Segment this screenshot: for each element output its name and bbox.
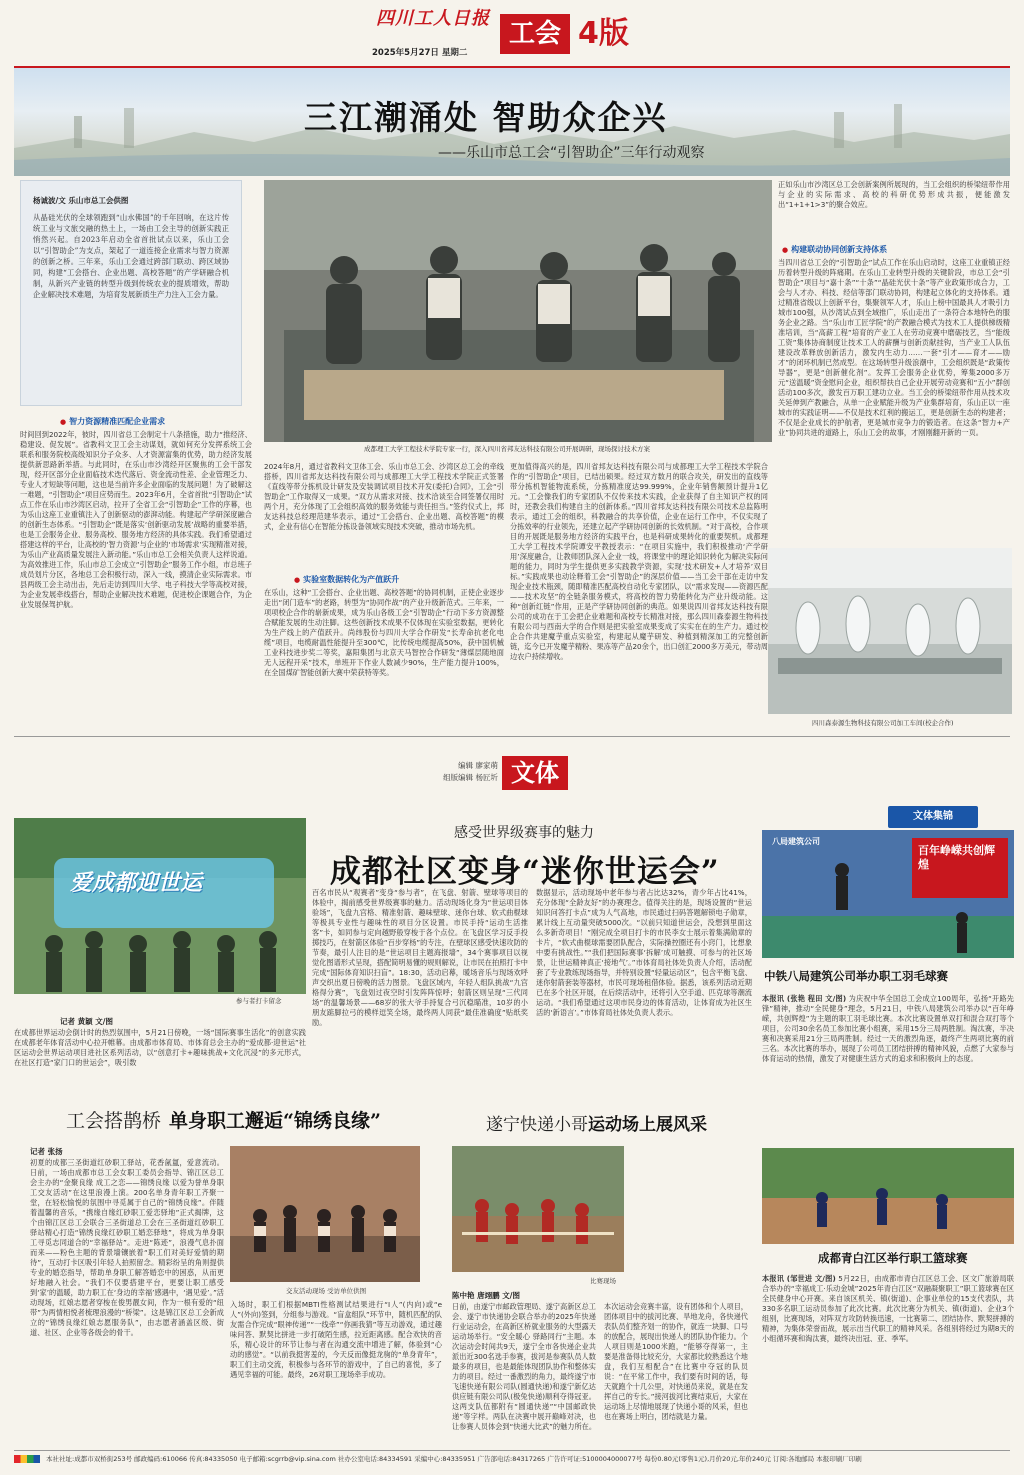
culture-text-2: 百名市民从“观赛者”变身“参与者”，在飞盘、射箭、壁球等项目的体验中，揭前感受世界级赛事的魅力。活动现场化身为“世运项目体验场”，飞盘九宫格、精准射箭、趣味壁球、迷你台球、软式曲棍球等极具专业性与趣味性的项目分区设置。市民手持“运动生活推客”卡，如同参与定向越野般穿梭于各个点位。在飞盘区学习反手投掷技巧，在射箭区体验“百步穿杨”的专注，在壁球区感受快速攻防的节奏，最引人注目的是“世运项目主题海报墙”，34个赛事项目以视觉化图谱形式呈现，搭配简明易懂的规则解说，让市民在拍照打卡中完成“国际体育知识扫盲”。18:30，活动启幕，暖场音乐与现场欢呼声交织出夏日傍晚的活力图景。飞盘区域内，年轻人组队挑战“九宫格得分赛”，飞盘划过夜空时引发阵阵惊呼；射箭区则呈现“三代同场”的温馨场景——68岁的张大爷手持复合弓沉稳瞄准，10岁的小朋友踮脚拉弓的模样逗笑全场，最终两人同获“最佳准确度”贴纸奖励。: [312, 888, 528, 1027]
basketball-photo: [762, 1148, 1014, 1244]
culture-section-label: 文体: [502, 756, 568, 790]
dating-photo-caption: 交友活动现场 受访单位供图: [286, 1287, 367, 1295]
badminton-text: [762, 994, 1014, 1144]
lead-subhead-1: ● 智力资源精准匹配企业需求: [60, 416, 165, 427]
masthead-date: 2025年5月27日 星期二: [372, 48, 468, 58]
culture-text-3: 数据显示，活动现场中老年参与者占比达32%，青少年占比41%，充分体现“全龄友好”的办赛理念。值得关注的是，现场设置的“世运知识问答打卡点”成为人气高地，市民通过扫码答题解锁电子勋章，累计线上互动量突破5000次。“以前只知道世运会，没想到里面这么多新奇项目！”刚完成全项目打卡的市民李女士展示着集满勋章的卡片，“软式曲棍球需要团队配合，实际操控圈还有小窍门，比想象中要有挑战性。”“我们把国际赛事‘拆解’成可触摸、可参与的社区场景，让世运精神真正‘接地气’。”市体育局社体处负责人介绍，活动配套了专业教练现场指导，并特别设置“轻量运动区”，包含平衡飞盘、迷你射箭套装等器材，市民可现场租借体验。据悉，该系列活动近期已在多个社区开展，在后续活动中，还将引入空手道、匹克球等潮流运动。“我们希望通过这项市民身边的体育活动，让体育成为社区生活的‘新语言’。”市体育局社体处负责人表示。: [536, 888, 752, 1017]
dating-photo: [230, 1146, 420, 1282]
badminton-title: 中铁八局建筑公司举办职工羽毛球赛: [764, 969, 948, 983]
culture-photo-sign: 爱成都迎世运: [70, 871, 203, 896]
lead-photo-caption: 成都理工大学工程技术学院专家一行，深入四川省邦友达科技有限公司开展调研，现场探讨技术方案: [364, 445, 650, 453]
lead-subhead-2: ● 实验室数据转化为产值跃升: [294, 574, 399, 585]
lead-col4-text: 当四川省总工会的“引智助企”试点工作在乐山启动时，这座工业重镇正经历着转型升级的阵痛期。在乐山工业转型升级的关键阶段，市总工会“引智助企”项目与“嘉十条”“十条”“晶硅光伏十条”等产业政策形成合力，工会与人才办、科技、经信等部门联动协同，构建起立体化的支持体系。通过精准省级以上创新平台，集聚领军人才，乐山上榜中国最具人才吸引力城市100强，从沙湾试点到全域推广，乐山走出了一条符合本地特色的服务企业之路。当“乐山市工匠学院”的产教融合模式为技术工人提供梯级精准培训，当“高薪工程”培育的产业工人在劳动竞赛中磨砺技艺，当“能级工资”集体协商制度让技术工人的薪酬与创新贡献挂钩，当产业工人队伍建设改革释放创新活力，激发内生动力……一套“引才——育才——励才”的闭环机制已然成型。在这场转型升级浪潮中，工会组织既是“政策传导器”，更是“创新催化剂”。发挥工会服务企业优势，筹集2000多万元“送温暖”资金慰问企业，组织帮扶自己企业开展劳动竞赛和“五小”群创活动100多次，激发百万职工建功立业。当工会的桥梁纽带作用从技术攻关延伸到产教融合，从单一企业赋能升级为产业集群培育，乐山正以一座城市的实践证明——不仅是技术红利的搬运工，更是创新生态的构建者；不仅是企业成长的护航者，更是城市竞争力的锻造者。在这条“智力+产业”协同共进的道路上，乐山工会的故事，才刚刚翻开新的一页。: [778, 258, 1010, 437]
culture-top-rule: [14, 736, 1010, 737]
collection-tag-label: 文体集锦: [913, 811, 953, 822]
courier-photo-caption: 比赛现场: [590, 1277, 616, 1285]
lead-byline: 杨诚波/文 乐山市总工会供图: [33, 196, 129, 205]
lead-col4-top-text: 正如乐山市沙湾区总工会创新案例所展现的，当工会组织的桥梁纽带作用与企业的实际需求、高校的科研优势形成共振，便能激发出“1+1+1>3”的聚合效应。: [778, 180, 1010, 209]
footer-info: 本社社址:成都市双桥街253号 邮政编码:610066 传真:84335050 电子邮箱:scgrrb@vip.sina.com 社办公室电话:84334591 采编中心:84335951 广告部电话:84317265 广告许可证:5100004000077号 每份0.80元(零售1元),月价20元,年价240元 订阅:各地邮局 本报印刷厂印刷: [46, 1455, 862, 1463]
basketball-body: 5月22日，由成都市青白江区总工会、区文广旅游局联合举办的“幸福成工·乐动金城”2025年青白江区“双融凝聚职工”职工篮球赛在区全民健身中心开赛。来自该区机关、镇(街道)、企事业单位的15支代表队，共330多名职工运动员参加了此次比赛。此次比赛分为机关、镇(街道)、企业3个组别，比赛现场，对阵双方攻防转换迅速，一比赛第二、团结协作、默契拼搏的精神，为集体荣誉而战，展示出当代职工的精神风采。各组别将经过为期8天的小组循环赛和淘汰赛，最终决出冠、亚、季军。: [762, 1274, 1014, 1343]
lead-banner: [14, 68, 1010, 176]
dating-title: [66, 1106, 381, 1133]
badminton-body: 为庆祝中华全国总工会成立100周年，弘扬“开路先锋”精神，推动“全民健身”理念，5月21日，中铁八局建筑公司举办以“百年峥嵘，共创辉煌”为主题的职工羽毛球比赛。本次比赛设置单双打和混合双打等个项目，公司30余名员工参加比赛小组赛，采用15分三局两胜制。淘汰赛，半决赛和决赛采用21分三局两胜制。经过一天的激烈角逐，最终产生两项比赛的前三名。本次比赛的举办，展现了公司员工团结拼搏的精神风貌，点燃了大家参与体育运动的热情，激发了对健康生活方式的追求和积极向上的态度。: [762, 994, 1014, 1063]
lead-col2b-text: 在乐山，这种“工会搭台、企业出题、高校答题”的协同机制，正使企业逐步走出“闭门造车”的老路，转型为“协同作战”的产业升级新范式。三年来，一项项校企合作的崭新成果，成为乐山各级工会“引智助企”行动下多方资源整合赋能发展的生动注脚。这些创新技术成果不仅体现在实验室数据，更转化为生产线上的产值跃升。尚纬股份与四川大学合作研发“长寿命抗老化电缆”项目，电缆耐温性能提升至300℃，比传统电缆提高50%，获中国机械工业科技进步奖二等奖，嘉阳集团与北京天马智控合作研发“薄煤层随地面无人远程开采”技术，单班开下作业人数减少90%，生产能力提升100%，在全国煤矿智能创新大赛中荣获特等奖。: [264, 588, 504, 677]
lead-intro-text: 从晶硅光伏的全球领跑到“山水佛国”的千年回响，在这片传统工业与文旅交融的热土上，一场由工会主导的创新实践正悄然兴起。自2023年启动全省首批试点以来，乐山工会以“引智助企”为支点，架起了一道连接企业需求与智力资源的创新之桥。三年来，乐山工会通过跨部门联动、跨区域协同，构建“工会搭台、企业出题、高校答题”的产学研融合机制，从新兴产业链的转型升级到传统农业的提质增效，帮助企业解决技术难题，为培育发展新质生产力注入工会力量。: [33, 213, 229, 299]
footer-bar: [14, 1450, 1010, 1466]
badminton-photo-banner: 百年峥嵘共创辉煌: [918, 844, 995, 871]
dating-text-2: 入场时，职工们根据MBTI性格测试结果进行“I人”(内向)或“e人”(外向)签到，分组参与游戏。“盲盒组队”环节中，随机匹配的队友需合作完成“眼神传递”“一线牵”“你画我猜”等互动游戏，通过趣味问答、默契比拼进一步打破陌生感，拉近距离感。配合欢快的音乐，精心设计的环节让参与者在沟通交流中增进了解，体验到“心动的感觉”。“以前我挺害羞的，今天反而像挺龙驹的“单身青年”，职工们主动交流，积极参与各环节的游戏中，了自己的喜悦，多了遇见幸福的可能。最终，26对职工现场牵手成功。: [230, 1300, 442, 1379]
factory-workers-illustration: [768, 548, 1012, 714]
masthead-logo: 四川工人日报: [376, 8, 490, 29]
outdoor-event-illustration: [14, 818, 306, 994]
tug-of-war-illustration: [452, 1146, 624, 1272]
footer-color-bar: [14, 1455, 40, 1463]
basketball-court-illustration: [762, 1148, 1014, 1244]
dating-text-1: 初夏的成都三圣街道红砂职工驿站，花香氤氲，爱意流动。日前，一场由成都市总工会女职工委员会指导、锦江区总工会主办的“金聚良缘 成工之恋——锦绣良缘 以爱为誉单身职工交友活动”在这里浪漫上演。200名单身青年职工齐聚一堂，在轻松愉悦的氛围中寻觅属于自己的“锦绣良缘”。伴随着温馨的音乐，“携缘自缘红砂职工爱恋驿地”正式揭牌，这个由锦江区总工会联合三圣街道总工会在三圣街道红砂职工驿站精心打造“锦绣良缘红砂职工婚恋驿地”，将成为单身职工寻觅志同道合的“幸福驿站”。走进“陈迹”，浪漫气息扑面而来——粉色主题的背景墙镶嵌着“职工们对美好爱情的期待”，互动打卡区吸引年轻人拍照留念。精彩纷呈的角则提供专业的婚恋指导，帮助单身职工解答婚恋中的困惑，从而更好地融入社会。“我们不仅要搭建平台，更要让职工感受到‘家’的温暖，助力职工在‘身边的幸福’感遇中，‘遇见爱’。”活动现场，红娘志愿者穿梭在俊男靓女间，作为一根有爱的“纽带”为两情相悦者梳理浪漫的“桥梁”。这是锦江区总工会新成立的“锦绣良缘红娘志愿服务队”，由志愿者涵盖区级、街道、社区、企业等各级会的骨干。: [30, 1158, 224, 1337]
courier-title: [486, 1110, 707, 1135]
dating-byline: 记者 张扬: [30, 1147, 63, 1156]
lead-col3-text: 更加值得高兴的是，四川省邦友达科技有限公司与成都理工大学工程技术学院合作的“引智助企”项目，已结出硕果。经过双方数月的联合攻关，研发出的直线等带分拣机智能物流系统，分拣精准度达99.999%，企业年销售额预计提升1亿元。“工会像我们的专家团队不仅传来技术实践，企业获得了自主知识产权的同时，还教会我们构建自主的创新体系。”四川省邦友达科技有限公司技术总监陈明表示，通过工会的组织，科教融合的共享价值，企业在运行工作中，不仅实现了分拣效率的行业领先，还建立起产学研协同创新的长效机制。“对于高校，合作项目的开展既是服务地方经济的实践平台，也是科研成果转化的重要契机。成都理工大学工程技术学院谭安平教授表示：“在项目实施中，我们积极推动‘产学研用’深度融合，让教师团队深入企业一线，将课堂中的理论知识转化为解决实际问题的能力，同时为学生提供更多实践教学资源，实现‘技术研发+人才培养’双目标。”实践成果也动诠释着工会“引智助企”的深层价值——当工会干部在走访中发现企业技术瓶颈，随即精准匹配高校自动化专家团队，以“需求发现——资源匹配——技术攻坚”的全链条服务模式，将高校的智力势能转化为产业升级动能。这种“创新红链”作用，正是产学研协同创新的典范。如果说四川省邦友达科技有限公司的成功在于工会把企业难题和高校专长精准对接，那么四川森泰源生物科技有限公司与西南大学的合作则是把实验室成果变成了实实在在的生产力。通过校企合作共建魔芋重点实验室，构建起从魔芋研发、种植到精深加工的完整创新链，迄今已开发魔芋精粉、果冻等产品20余个，出口创汇2000多万美元，带动周边农户持续增收。: [510, 462, 768, 661]
culture-photo-caption: 参与者打卡留念: [236, 997, 282, 1005]
badminton-photo: [762, 830, 1014, 958]
courier-title-a: 遂宁快递小哥: [486, 1115, 588, 1135]
lead-photo2-caption: 四川森泰源生物科技有限公司加工车间(校企合作): [812, 719, 954, 727]
lead-subtitle: ——乐山市总工会“引智助企”三年行动观察: [438, 145, 705, 161]
lead-title: 三江潮涌处 智助众企兴: [304, 98, 668, 137]
courier-text-1: 日前，由遂宁市邮政管理局、遂宁高新区总工会、遂宁市快递协会联合举办的2025年快递行业运动会，在高新区桥就业服务的大型露天运动场举行。“安全暖心 驿路同行”主题。本次运动会时间共9天，遂宁全市各快递企业共派出近300名选手参赛，拔河是参赛队员人数最多的项目，也是最能体现团队协作和整体实力的项目。经过一番激烈的角力，最终遂宁市飞速快递有限公司队(圆通快递)和遂宁新亿达供应链有限公司队(极兔快递)顺利夺得冠亚。这两支队伍都附有“圆通快递”“中国邮政快递”等字样。两队在决赛中展开巅峰对决，也让参赛人员体会到“快递大比武”的魅力所在。本次运动会竞赛丰富，设有团体和个人项目，团体项目中的拔河比赛、旱地龙舟，各快递代表队员们整齐划一的协作，就连一块脚、口号的放配合，展现出快递人的团队协作能力。个人项目则是1000米跑，“能够夺得第一，主要是准备得比较充分，大家都比较熟悉这个地盘，我们互相配合”在比赛中夺冠的队员说：“在平常工作中，我们要有时间的话，每天就跑个十几公里，对快递员来说，就是在发挥自己的专长。”接河拔河比赛结束后，大家在运动场上尽情地展现了快递小哥的风采，但也也在赛场上明白，团结就是力量。: [452, 1302, 748, 1431]
courier-title-b: 运动场上展风采: [588, 1115, 707, 1135]
culture-text-1: 在成都世界运动会倒计时的热烈氛围中，5月21日傍晚，一场“国际赛事生活化”的创意实践在成都老年体育活动中心拉开帷幕。由成都市体育局、市体育总会主办的“爱成都·迎世运”社区运动会世界运动项目进社区系列活动，以“创意打卡+趣味挑战+文化沉浸”的多元形式，在社区打造“家门口的世运会”，吸引数: [14, 1028, 306, 1067]
lead-subhead-3: ● 构建联动协同创新支持体系: [782, 244, 887, 255]
collection-tag: [888, 806, 978, 828]
dating-title-a: 工会搭鹊桥: [66, 1110, 162, 1132]
culture-kicker: 感受世界级赛事的魅力: [454, 825, 594, 841]
culture-title: 成都社区变身“迷你世运会”: [330, 854, 720, 890]
badminton-photo-banner-2: 八局建筑公司: [772, 837, 820, 846]
badminton-byline: 本报讯 (张艳 程田 文/图): [762, 994, 847, 1003]
basketball-title: 成都青白江区举行职工篮球赛: [818, 1251, 968, 1265]
lead-col2-text: 2024年8月，通过省教科文卫体工会、乐山市总工会、沙湾区总工会的牵线搭桥，四川省邦友达科技有限公司与成都理工大学工程技术学院正式签署《直线等带分拣机设计研发及安装调试项目技术开发(委托)合同》，工会“引智助企”工作取得又一成果。“双方从需求对接、技术洽谈至合同签署仅用时两个月，充分体现了工会组织高效的服务效能与责任担当。”签约仪式上，邦友达科技总经理范建华表示，通过“工会搭台、企业出题、高校答题”的模式，企业有信心在智能分拣设备领域实现技术突破，推动市场先机。: [264, 462, 504, 531]
basketball-byline: 本报讯 (邹世进 文/图): [762, 1274, 836, 1283]
lead-photo-factory: [768, 548, 1012, 714]
page-number: 4版: [578, 16, 629, 51]
culture-byline: 记者 黄颖 文/图: [60, 1017, 113, 1026]
lead-col1-text: 时间回到2022年，彼时，四川省总工会制定十八条措施，助力“推经济、稳建设、促发展”。省教科文卫工会主动谋划，就如何充分发挥系统工会联系和服务院校高级知识分子众多、人才资源富集的优势，助力经济发展提供新思路新举措。与此同时，在乐山市沙湾经开区聚焦的工会干部发现，经开区部分企业面临技术迭代落后、资金流动性差、企业管理乏力、专业人才短缺等问题，这也是当前许多企业面临的发展问题！为了破解这一难题，“引智助企”项目应势而生。2023年6月，全省首批“引智助企”试点工作在乐山市沙湾区启动，拉开了全省工会“引智助企”工作的序幕，也为乐山这座工业重镇注入了创新驱动的澎湃动能。构建起产学研深度融合的创新生态体系。“引智助企”既是落实‘创新驱动发展’战略的重要举措，也是工会服务企业、服务高校、服务地方经济的具体实践。我们希望通过搭建这样的平台，让高校的‘智力资源’与企业的‘市场需求’实现精准对接，为乐山产业高质量发展注入新动能。”乐山市总工会相关负责人这样说道。为高效推进工作，乐山市总工会成立“引智助企”服务工作小组，市总班子成员划片分区，各地总工会积极行动，深入一线，摸清企业实际需求。市县两级工会主动出击，先后走访到四川大学、电子科技大学等高校对接，为企业发展牵线搭台，帮助企业解决技术难题，促进校企课题合作，为企业发展保驾护航。: [20, 430, 252, 609]
basketball-text: [762, 1274, 1014, 1436]
lead-intro-box: [20, 180, 242, 406]
culture-editors: 编辑 廖家萌 组版编辑 杨匠圻: [443, 761, 498, 782]
lead-photo-site-visit: [264, 180, 772, 442]
culture-photo: [14, 818, 306, 994]
dating-title-b: 单身职工邂逅“锦绣良缘”: [169, 1110, 381, 1132]
section-label: 工会: [500, 14, 570, 54]
courier-photo: [452, 1146, 624, 1272]
people-workshop-illustration: [264, 180, 772, 442]
courier-byline: 陈中艳 唐翊鹏 文/图: [452, 1291, 520, 1300]
group-event-illustration: [230, 1146, 420, 1282]
